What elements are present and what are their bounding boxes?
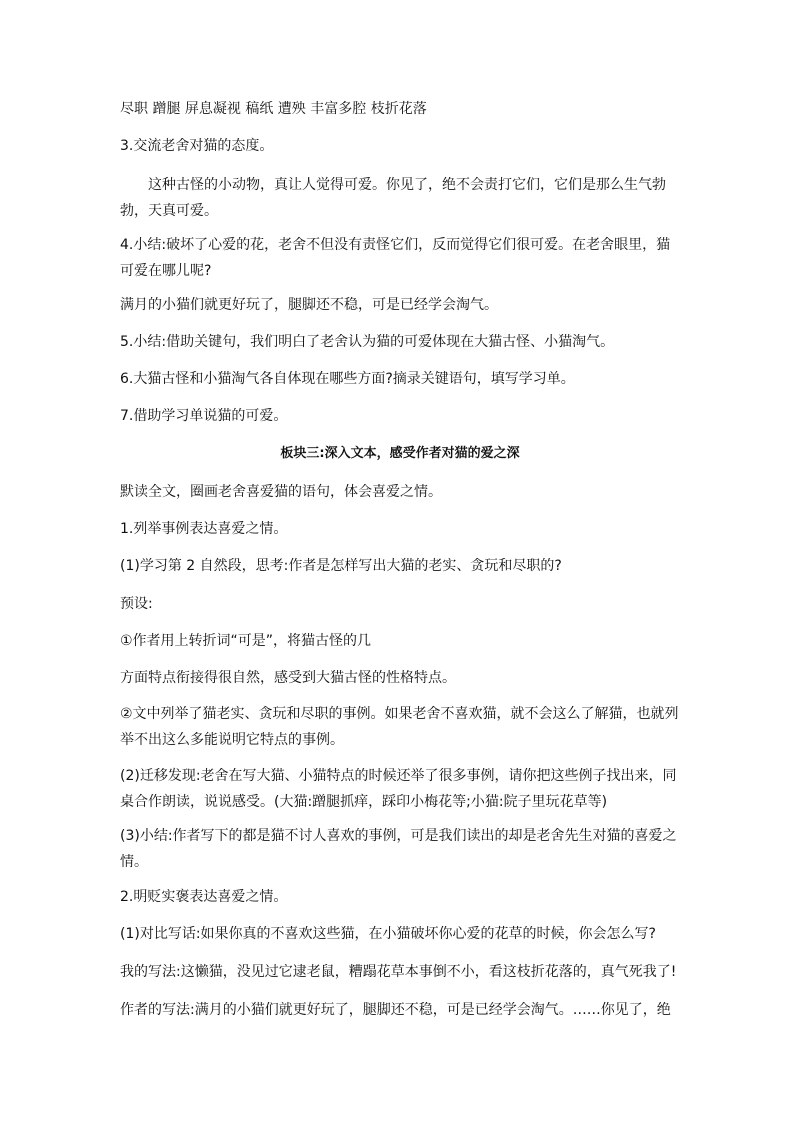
question-2: (2)迁移发现:老舍在写大猫、小猫特点的时候还举了很多事例，请你把这些例子找出来，同桌合作朗读，说说感受。(大猫:蹭腿抓痒，踩印小梅花等;小猫:院子里玩花草等) <box>120 768 677 810</box>
item-5-summary: 5.小结:借助关键句，我们明白了老舍认为猫的可爱体现在大猫古怪、小猫淘气。 <box>120 334 615 350</box>
item-3: 3.交流老舍对猫的态度。 <box>120 138 274 154</box>
question-3-summary: (3)小结:作者写下的都是猫不讨人喜欢的事例，可是我们读出的却是老舍先生对猫的喜爱之情。 <box>120 828 677 870</box>
item-4-summary: 4.小结:破坏了心爱的花，老舍不但没有责怪它们，反而觉得它们很可爱。在老舍眼里，猫可爱在哪儿呢? <box>120 237 671 279</box>
writing-prompt: (1)对比写话:如果你真的不喜欢这些猫，在小猫破坏你心爱的花草的时候，你会怎么写? <box>120 926 656 942</box>
author-writing: 作者的写法:满月的小猫们就更好玩了，腿脚还不稳，可是已经学会淘气。……你见了，绝 <box>120 1002 671 1018</box>
point-2: 2.明贬实褒表达喜爱之情。 <box>120 889 288 905</box>
item-7: 7.借助学习单说猫的可爱。 <box>120 408 288 424</box>
question-1: (1)学习第 2 自然段，思考:作者是怎样写出大猫的老实、贪玩和尽职的? <box>120 558 562 574</box>
item-6: 6.大猫古怪和小猫淘气各自体现在哪些方面?摘录关键语句，填写学习单。 <box>120 371 575 387</box>
quote-kittens: 满月的小猫们就更好玩了，腿脚还不稳，可是已经学会淘气。 <box>120 297 498 313</box>
preset-2: ②文中列举了猫老实、贪玩和尽职的事例。如果老舍不喜欢猫，就不会这么了解猫，也就列举不出这么多能说明它特点的事例。 <box>120 706 679 748</box>
preset-label: 预设: <box>120 596 153 612</box>
vocabulary-line: 尽职 蹭腿 屏息凝视 稿纸 遭殃 丰富多腔 枝折花落 <box>120 101 427 117</box>
preset-1-part-a: ①作者用上转折词“可是”，将猫古怪的几 <box>120 633 372 649</box>
instruction-line: 默读全文，圈画老舍喜爱猫的语句，体会喜爱之情。 <box>120 484 442 500</box>
point-1: 1.列举事例表达喜爱之情。 <box>120 521 288 537</box>
quote-paragraph: 这种古怪的小动物，真让人觉得可爱。你见了，绝不会责打它们，它们是那么生气勃勃，天真可爱。 <box>120 177 666 219</box>
section-heading: 板块三:深入文本，感受作者对猫的爱之深 <box>280 446 520 461</box>
my-writing: 我的写法:这懒猫，没见过它逮老鼠，糟蹋花草本事倒不小，看这枝折花落的，真气死我了! <box>120 964 677 980</box>
preset-1-part-b: 方面特点衔接得很自然，感受到大猫古怪的性格特点。 <box>120 670 456 686</box>
